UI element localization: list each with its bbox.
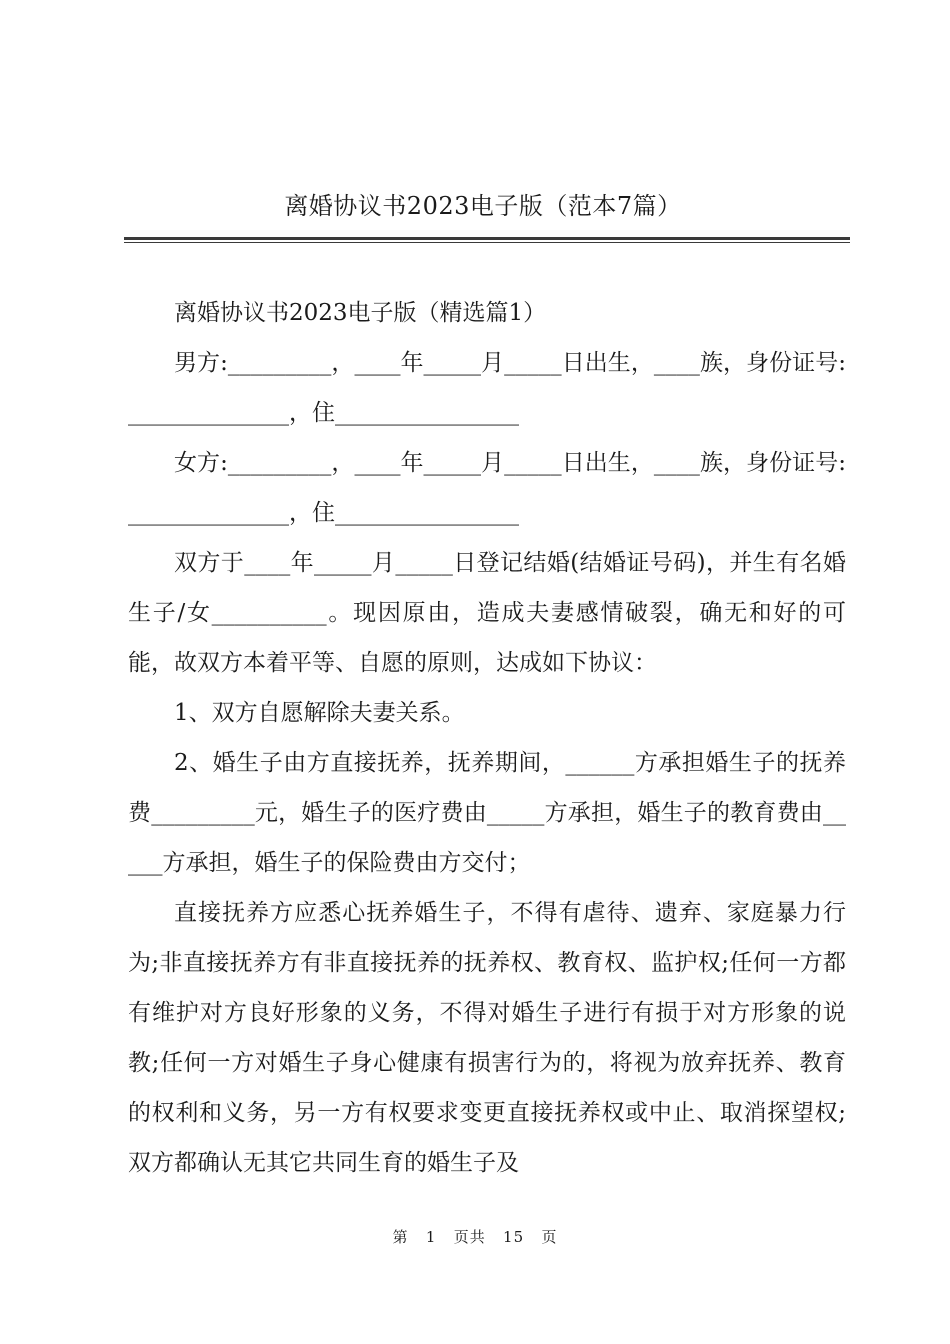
footer-prefix: 第 — [392, 1228, 409, 1246]
paragraph-clause-2: 2、婚生子由方直接抚养，抚养期间，______方承担婚生子的抚养费_________元，婚生子的医疗费由_____方承担，婚生子的教育费由_____方承担，婚生子的保险费由方交付； — [128, 750, 846, 876]
document-title: 离婚协议书2023电子版（范本7篇） — [284, 192, 682, 220]
page-footer — [0, 1226, 950, 1247]
paragraph-marriage-info: 双方于____年_____月_____日登记结婚(结婚证号码)，并生有名婚生子/女__________。现因原由，造成夫妻感情破裂，确无和好的可能，故双方本着平等、自愿的原则，达成如下协议： — [128, 550, 846, 676]
document-body — [128, 288, 846, 1188]
title-divider-thin — [124, 242, 850, 243]
paragraph-clause-1: 1、双方自愿解除夫妻关系。 — [174, 700, 465, 726]
footer-total-pages: 15 — [503, 1228, 525, 1246]
title-divider-thick — [124, 237, 850, 240]
paragraph-male-party: 男方:_________，____年_____月_____日出生，____族，身份证号:______________，住________________ — [128, 350, 846, 426]
paragraph-custody-terms: 直接抚养方应悉心抚养婚生子，不得有虐待、遗弃、家庭暴力行为;非直接抚养方有非直接抚养的抚养权、教育权、监护权;任何一方都有维护对方良好形象的义务，不得对婚生子进行有损于对方形象的说教;任何一方对婚生子身心健康有损害行为的，将视为放弃抚养、教育的权利和义务，另一方有权要求变更直接抚养权或中止、取消探望权;双方都确认无其它共同生育的婚生子及 — [128, 900, 846, 1176]
footer-current-page: 1 — [425, 1228, 437, 1246]
section-heading: 离婚协议书2023电子版（精选篇1） — [174, 300, 547, 326]
footer-suffix: 页 — [541, 1228, 558, 1246]
footer-mid: 页共 — [453, 1228, 486, 1246]
paragraph-female-party: 女方:_________，____年_____月_____日出生，____族，身份证号:______________，住________________ — [128, 450, 846, 526]
